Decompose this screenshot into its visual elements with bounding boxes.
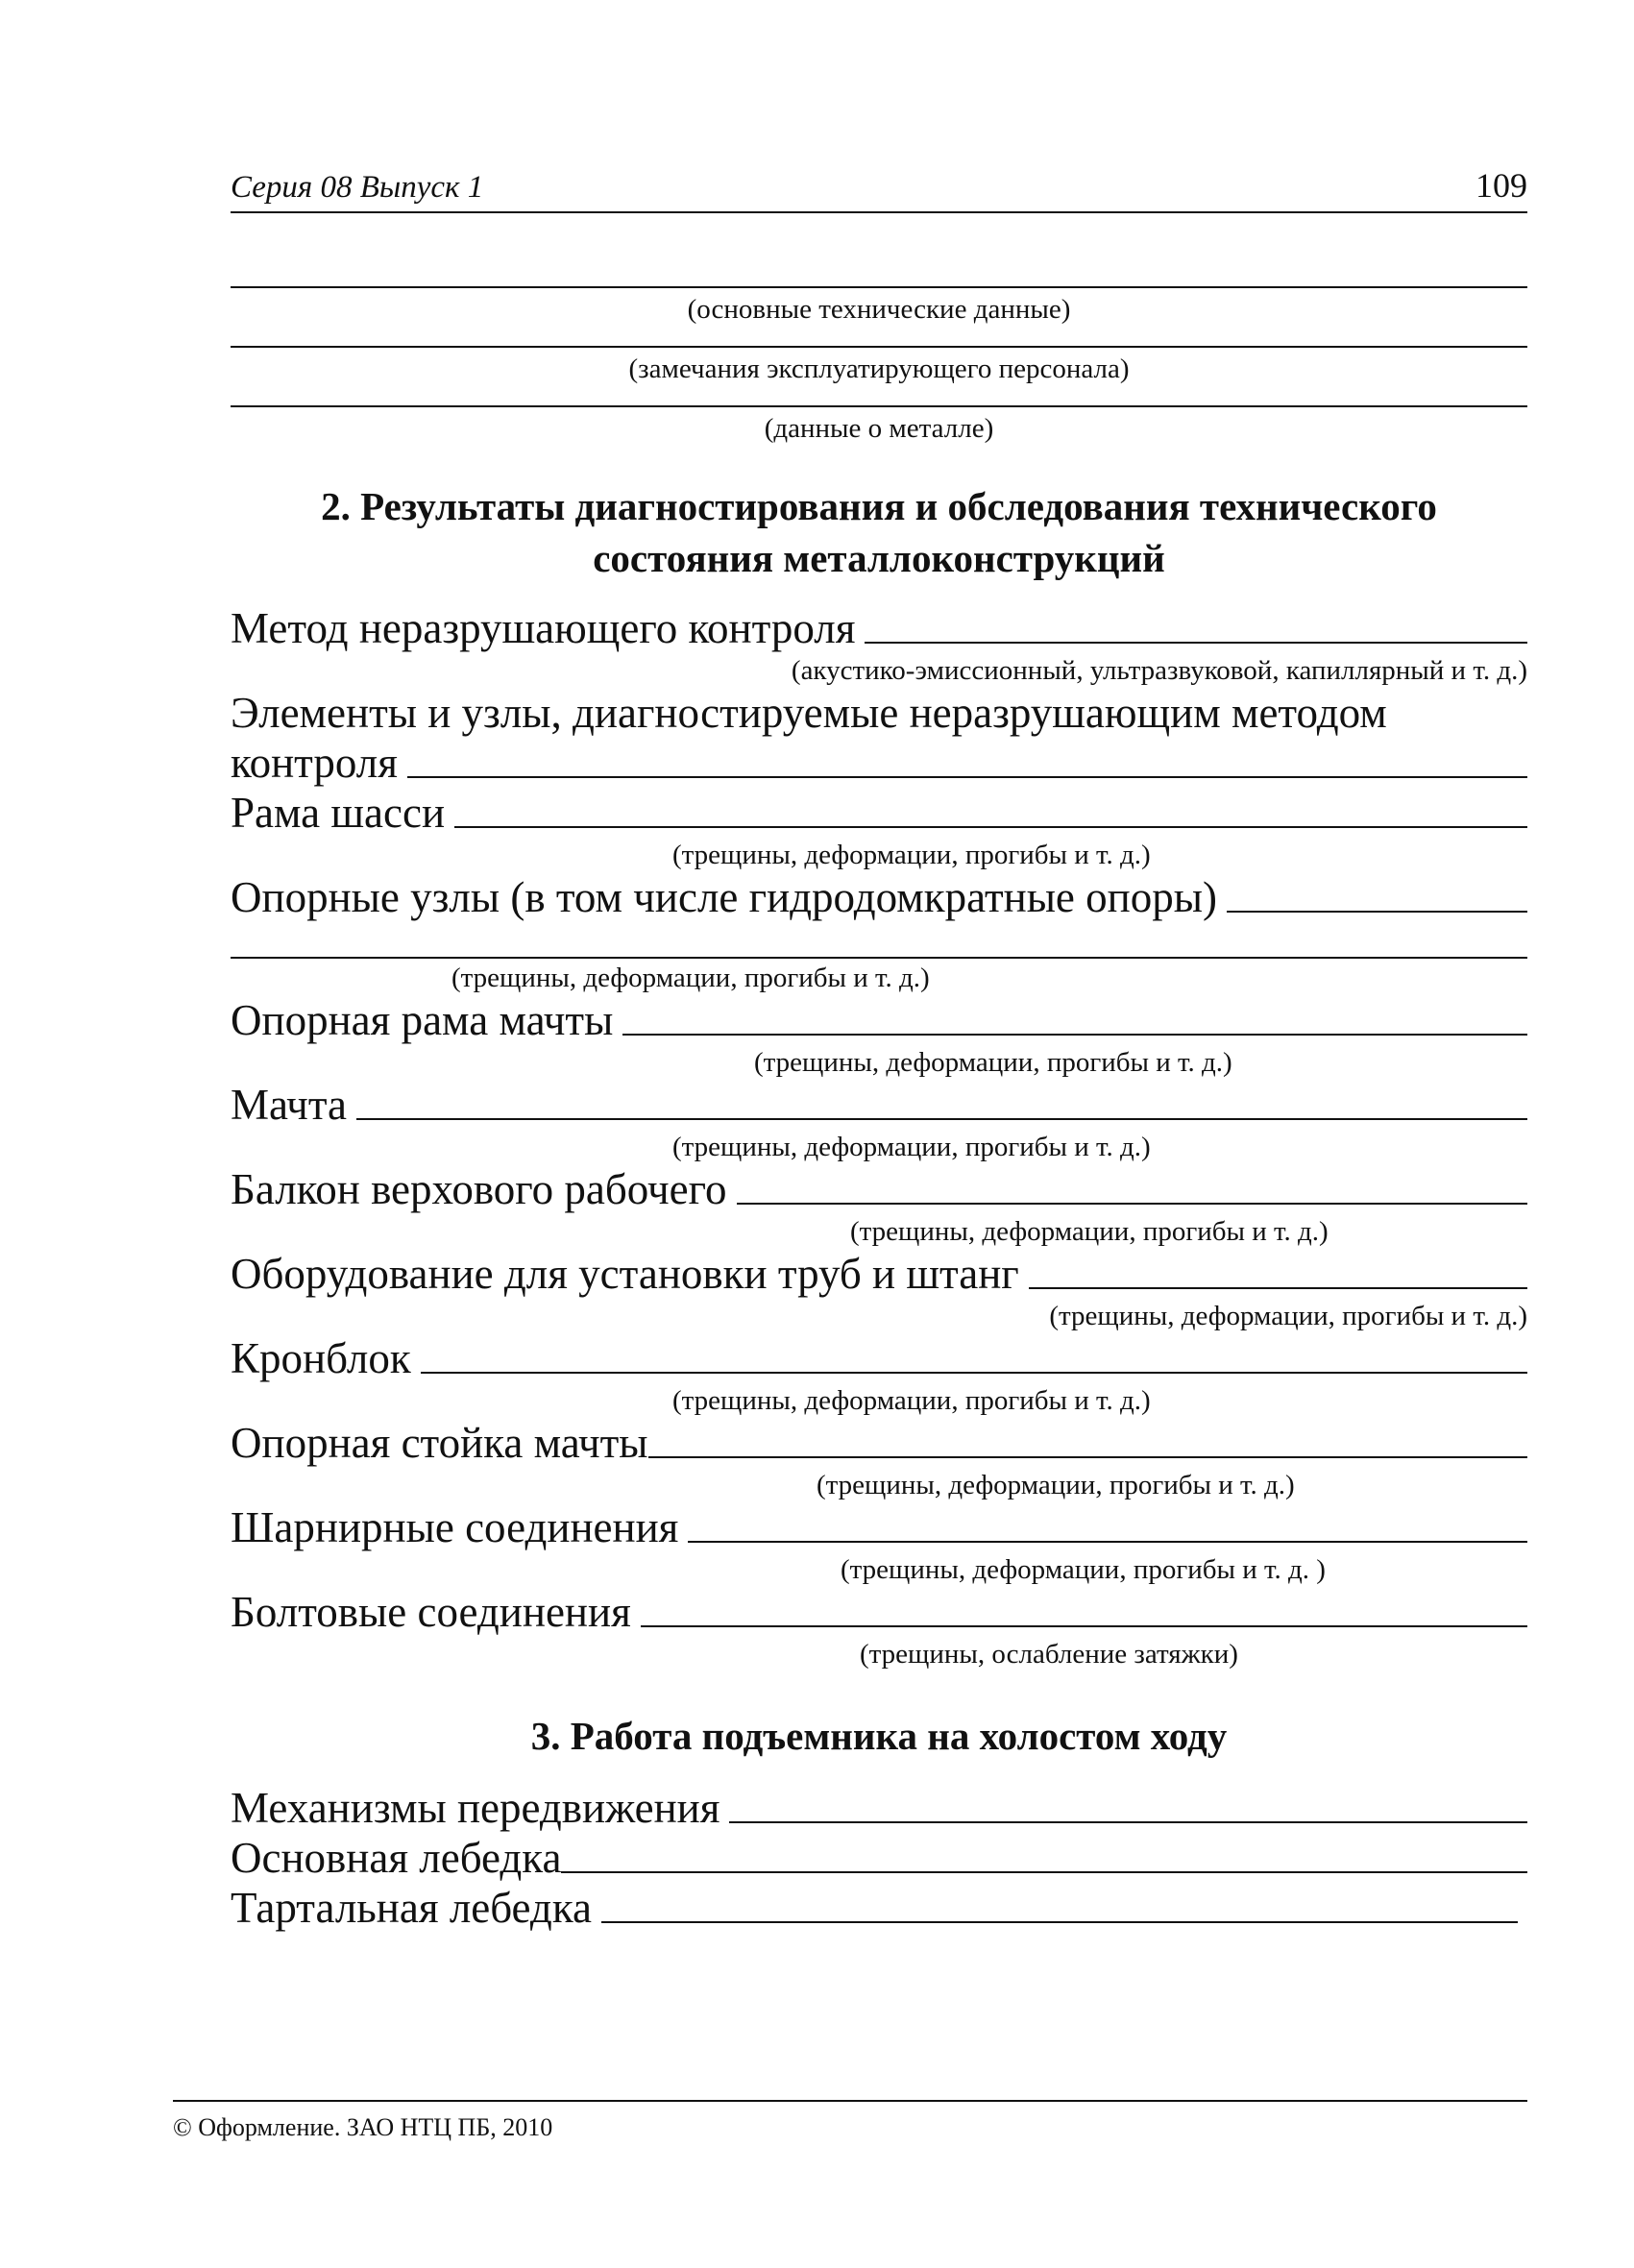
mast-line[interactable] — [356, 1118, 1527, 1120]
document-page — [231, 163, 1527, 1933]
travel-mechanisms-line[interactable] — [729, 1821, 1527, 1823]
support-nodes-label: Опорные узлы (в том числе гидродомкратные опоры) — [231, 873, 1217, 921]
elements-label-line1: Элементы и узлы, диагностируемые неразрушающим методом — [231, 689, 1387, 737]
footer-rule — [173, 2100, 1527, 2102]
mast-support-frame-label: Опорная рама мачты — [231, 996, 614, 1044]
pipe-equipment-label: Оборудование для установки труб и штанг — [231, 1250, 1019, 1298]
field-rigger-balcony — [231, 1164, 1527, 1214]
hint-tech-data: (основные технические данные) — [687, 294, 1071, 325]
sand-winch-label: Тартальная лебедка — [231, 1884, 592, 1932]
pipe-equipment-hint: (трещины, деформации, прогибы и т. д.) — [1049, 1301, 1527, 1331]
elements-label-line2: контроля — [231, 739, 398, 787]
rigger-balcony-label: Балкон верхового рабочего — [231, 1165, 727, 1213]
support-nodes-line-2[interactable] — [231, 957, 1527, 959]
section-3-title-text: 3. Работа подъемника на холостом ходу — [530, 1714, 1228, 1758]
bolt-joints-hint: (трещины, ослабление затяжки) — [860, 1639, 1238, 1670]
sand-winch-line[interactable] — [601, 1921, 1518, 1923]
field-hinge-joints — [231, 1502, 1527, 1552]
chassis-frame-label: Рама шасси — [231, 789, 446, 837]
field-elements — [231, 738, 1527, 788]
blank-line-metal-data[interactable] — [231, 405, 1527, 407]
hinge-joints-hint: (трещины, деформации, прогибы и т. д. ) — [841, 1554, 1326, 1585]
rigger-balcony-line[interactable] — [737, 1203, 1528, 1205]
crown-block-hint: (трещины, деформации, прогибы и т. д.) — [672, 1385, 1151, 1416]
crown-block-label: Кронблок — [231, 1334, 411, 1382]
hint-staff-remarks: (замечания эксплуатирующего персонала) — [628, 354, 1130, 384]
section-2-title-line2: состояния металлоконструкций — [593, 536, 1165, 580]
blank-line-staff-remarks[interactable] — [231, 346, 1527, 348]
ndt-method-hint: (акустико-эмиссионный, ультразвуковой, капиллярный и т. д.) — [791, 655, 1527, 686]
field-bolt-joints — [231, 1587, 1527, 1637]
support-nodes-hint: (трещины, деформации, прогибы и т. д.) — [451, 963, 930, 993]
crown-block-line[interactable] — [421, 1372, 1527, 1374]
mast-support-post-label: Опорная стойка мачты — [231, 1419, 648, 1467]
mast-hint: (трещины, деформации, прогибы и т. д.) — [672, 1132, 1151, 1162]
field-pipe-equipment — [231, 1249, 1527, 1299]
support-nodes-line[interactable] — [1227, 911, 1527, 913]
ndt-method-label: Метод неразрушающего контроля — [231, 604, 856, 652]
field-support-nodes — [231, 872, 1527, 922]
field-sand-winch — [231, 1883, 1518, 1933]
hinge-joints-label: Шарнирные соединения — [231, 1503, 679, 1551]
series-label: Серия 08 Выпуск 1 — [231, 170, 484, 205]
pipe-equipment-line[interactable] — [1029, 1287, 1527, 1289]
field-ndt-method — [231, 603, 1527, 653]
mast-support-post-hint: (трещины, деформации, прогибы и т. д.) — [817, 1470, 1295, 1500]
bolt-joints-label: Болтовые соединения — [231, 1588, 631, 1636]
hint-metal-data: (данные о металле) — [764, 413, 994, 444]
copyright-text: © Оформление. ЗАО НТЦ ПБ, 2010 — [173, 2113, 553, 2141]
mast-support-frame-line[interactable] — [622, 1034, 1527, 1036]
mast-label: Мачта — [231, 1081, 348, 1129]
page-number: 109 — [1475, 166, 1527, 205]
elements-line[interactable] — [407, 776, 1527, 778]
hinge-joints-line[interactable] — [688, 1541, 1527, 1543]
travel-mechanisms-label: Механизмы передвижения — [231, 1784, 720, 1832]
field-crown-block — [231, 1333, 1527, 1383]
section-2-title-line1: 2. Результаты диагностирования и обследования технического — [321, 484, 1437, 528]
blank-line-tech-data[interactable] — [231, 286, 1527, 288]
section-3-title — [231, 1710, 1527, 1762]
field-mast-support-post — [231, 1418, 1527, 1468]
mast-support-frame-hint: (трещины, деформации, прогибы и т. д.) — [754, 1047, 1232, 1078]
field-mast — [231, 1080, 1527, 1130]
field-chassis-frame — [231, 788, 1527, 838]
rigger-balcony-hint: (трещины, деформации, прогибы и т. д.) — [850, 1216, 1329, 1247]
chassis-frame-hint: (трещины, деформации, прогибы и т. д.) — [672, 840, 1151, 870]
ndt-method-line[interactable] — [865, 642, 1527, 644]
bolt-joints-line[interactable] — [641, 1625, 1527, 1627]
chassis-frame-line[interactable] — [454, 826, 1527, 828]
main-winch-label: Основная лебедка — [231, 1834, 562, 1882]
main-winch-line[interactable] — [561, 1871, 1527, 1873]
page-header — [231, 163, 1527, 213]
field-travel-mechanisms — [231, 1783, 1527, 1833]
mast-support-post-line[interactable] — [648, 1456, 1528, 1458]
section-2-title — [231, 480, 1527, 584]
page-footer — [173, 2100, 1527, 2142]
field-main-winch — [231, 1833, 1527, 1883]
field-mast-support-frame — [231, 995, 1527, 1045]
